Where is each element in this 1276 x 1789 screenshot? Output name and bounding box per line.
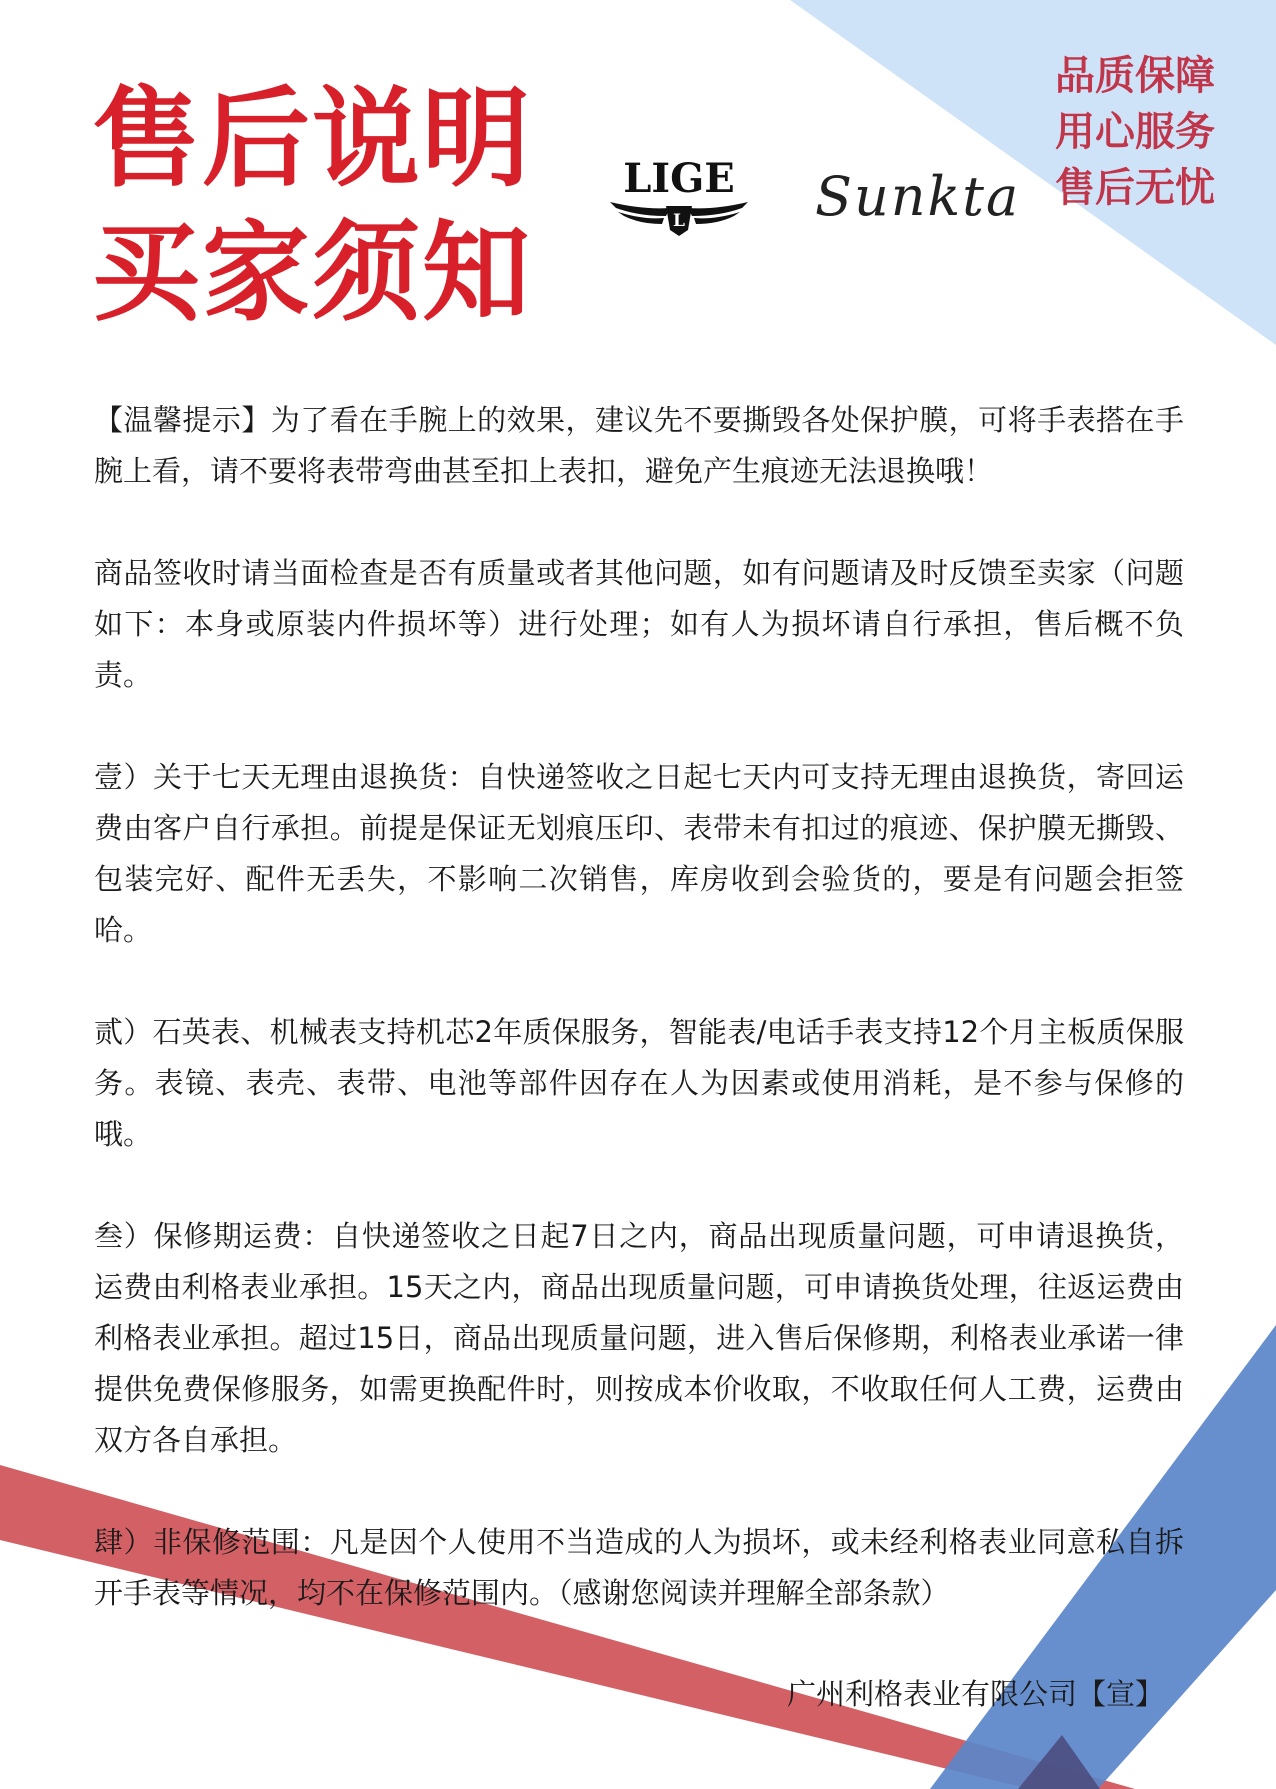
item-4-paragraph: 肆）非保修范围：凡是因个人使用不当造成的人为损坏，或未经利格表业同意私自拆开手表等情况，均不在保修范围内。（感谢您阅读并理解全部条款） <box>94 1525 1184 1610</box>
item-3-paragraph: 叁）保修期运费：自快递签收之日起7日之内，商品出现质量问题，可申请退换货，运费由利格表业承担。15天之内，商品出现质量问题，可申请换货处理，往返运费由利格表业承担。超过15日，商品出现质量问题，进入售后保修期，利格表业承诺一律提供免费保修服务，如需更换配件时，则按成本价收取，不收取任何人工费，运费由双方各自承担。 <box>94 1219 1184 1457</box>
item-1-paragraph: 壹）关于七天无理由退换货：自快递签收之日起七天内可支持无理由退换货，寄回运费由客户自行承担。前提是保证无划痕压印、表带未有扣过的痕迹、保护膜无撕毁、包装完好、配件无丢失，不影响二次销售，库房收到会验货的，要是有问题会拒签哈。 <box>94 760 1184 947</box>
inspect-paragraph: 商品签收时请当面检查是否有质量或者其他问题，如有问题请及时反馈至卖家（问题如下：本身或原装内件损坏等）进行处理；如有人为损坏请自行承担，售后概不负责。 <box>94 556 1184 692</box>
badge-line-1: 品质保障 <box>1055 52 1215 99</box>
lige-wing-left-icon <box>610 202 670 224</box>
notice-body <box>94 395 1184 1619</box>
page-title <box>92 72 532 340</box>
lige-logo-text: LIGE <box>623 158 735 202</box>
badge-line-2: 用心服务 <box>1055 108 1215 155</box>
lige-wing-right-icon <box>688 202 748 224</box>
company-footer: 广州利格表业有限公司【宣】 <box>786 1677 1164 1711</box>
sunkta-logo: Sunkta <box>815 165 1021 228</box>
lige-shield-letter: L <box>673 211 685 231</box>
tip-paragraph: 【温馨提示】为了看在手腕上的效果，建议先不要撕毁各处保护膜，可将手表搭在手腕上看，请不要将表带弯曲甚至扣上表扣，避免产生痕迹无法退换哦！ <box>94 403 1184 488</box>
item-2-paragraph: 贰）石英表、机械表支持机芯2年质保服务，智能表/电话手表支持12个月主板质保服务。表镜、表壳、表带、电池等部件因存在人为因素或使用消耗，是不参与保修的哦。 <box>94 1015 1184 1151</box>
badge-line-3: 售后无忧 <box>1055 164 1215 211</box>
title-line-2: 买家须知 <box>92 210 533 336</box>
title-line-1: 售后说明 <box>92 76 533 202</box>
quality-badge <box>1055 48 1215 216</box>
lige-logo <box>604 158 754 238</box>
